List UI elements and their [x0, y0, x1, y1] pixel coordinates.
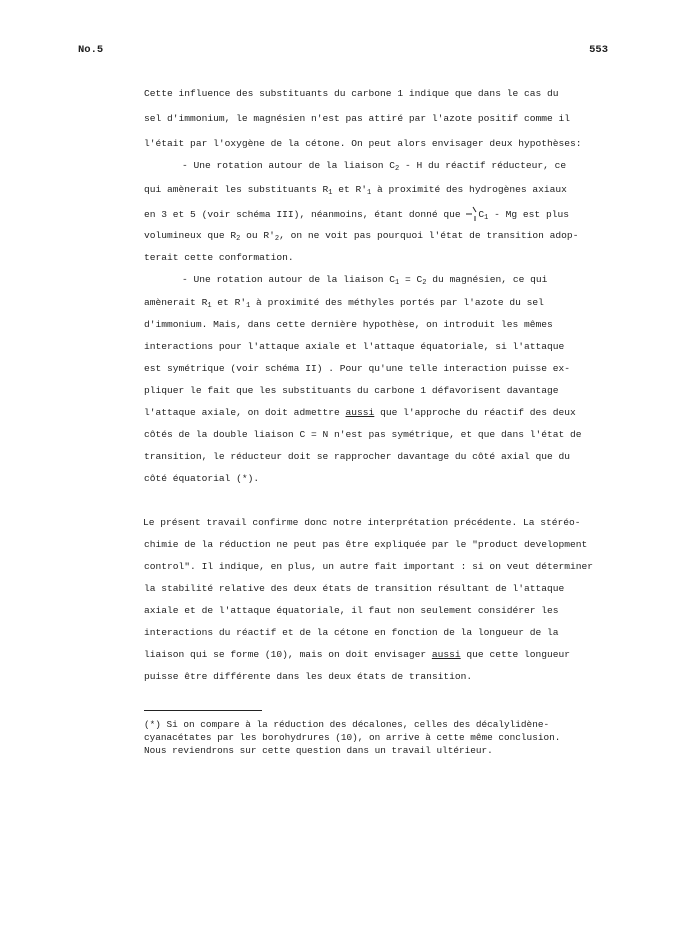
paragraph2-line: interactions du réactif et de la cétone en fonction de la longueur de la — [144, 627, 559, 638]
paragraph1-line: Cette influence des substituants du carbone 1 indique que dans le cas du — [144, 88, 559, 99]
paragraph2-line: axiale et de l'attaque équatoriale, il faut non seulement considérer les — [144, 605, 559, 616]
footnote — [144, 718, 560, 757]
carbon-bond-glyph — [466, 206, 478, 222]
paragraph1-line: sel d'immonium, le magnésien n'est pas attiré par l'azote positif comme il — [144, 113, 571, 124]
hypothesis2-line: d'immonium. Mais, dans cette dernière hypothèse, on introduit les mêmes — [144, 319, 553, 330]
paragraph2-line: chimie de la réduction ne peut pas être expliquée par le "product development — [144, 539, 588, 550]
paragraph2-line: la stabilité relative des deux états de transition résultant de l'attaque — [144, 583, 565, 594]
page-number: 553 — [589, 44, 608, 56]
footnote-line: (*) Si on compare à la réduction des décalones, celles des décalylidène- — [144, 719, 550, 730]
hypothesis2-line: - Une rotation autour de la liaison $C_1 = C_2$ du magnésien, ce qui — [182, 274, 548, 287]
hypothesis1-line: volumineux que $R_2$ ou $R'_2$, on ne voit pas pourquoi l'état de transition adop- — [144, 230, 579, 243]
hypothesis1-line: - Une rotation autour de la liaison $C_2$ - H du réactif réducteur, ce — [182, 160, 567, 173]
footnote-line: Nous reviendrons sur cette question dans un travail ultérieur. — [144, 745, 493, 756]
hypothesis2-line: côtés de la double liaison C = N n'est pas symétrique, et que dans l'état de — [144, 429, 582, 440]
hypothesis2-line: est symétrique (voir schéma II) . Pour qu'une telle interaction puisse ex- — [144, 363, 571, 374]
hypothesis2-line: interactions pour l'attaque axiale et l'attaque équatoriale, si l'attaque — [144, 341, 565, 352]
hypothesis1-line: en 3 et 5 (voir schéma III), néanmoins, étant donné que $C_1$ - Mg est plus — [144, 206, 569, 222]
hypothesis2-line: pliquer le fait que les substituants du carbone 1 défavorisent davantage — [144, 385, 559, 396]
issue-number: No.5 — [78, 44, 104, 56]
paragraph1-line: l'était par l'oxygène de la cétone. On peut alors envisager deux hypothèses: — [144, 138, 582, 149]
hypothesis2-line: transition, le réducteur doit se rapprocher davantage du côté axial que du — [144, 451, 571, 462]
hypothesis1-line: qui amènerait les substituants $R_1$ et $R'_1$ à proximité des hydrogènes axiaux — [144, 184, 567, 197]
footnote-line: cyanacétates par les borohydrures (10), on arrive à cette même conclusion. — [144, 732, 561, 743]
paragraph2-line: control". Il indique, en plus, un autre fait important : si on veut déterminer — [144, 561, 594, 572]
hypothesis1-line: terait cette conformation. — [144, 252, 294, 263]
hypothesis2-line: amènerait $R_1$ et $R'_1$ à proximité des méthyles portés par l'azote du sel — [144, 297, 544, 310]
paragraph2-line: puisse être différente dans les deux états de transition. — [144, 671, 473, 682]
hypothesis2-line: l'attaque axiale, on doit admettre aussi que l'approche du réactif des deux — [144, 407, 576, 418]
footnote-divider — [144, 710, 262, 711]
hypothesis2-line: côté équatorial (*). — [144, 473, 260, 484]
paragraph2-line: Le présent travail confirme donc notre interprétation précédente. La stéréo- — [143, 517, 581, 528]
paragraph2-line: liaison qui se forme (10), mais on doit envisager aussi que cette longueur — [144, 649, 571, 660]
